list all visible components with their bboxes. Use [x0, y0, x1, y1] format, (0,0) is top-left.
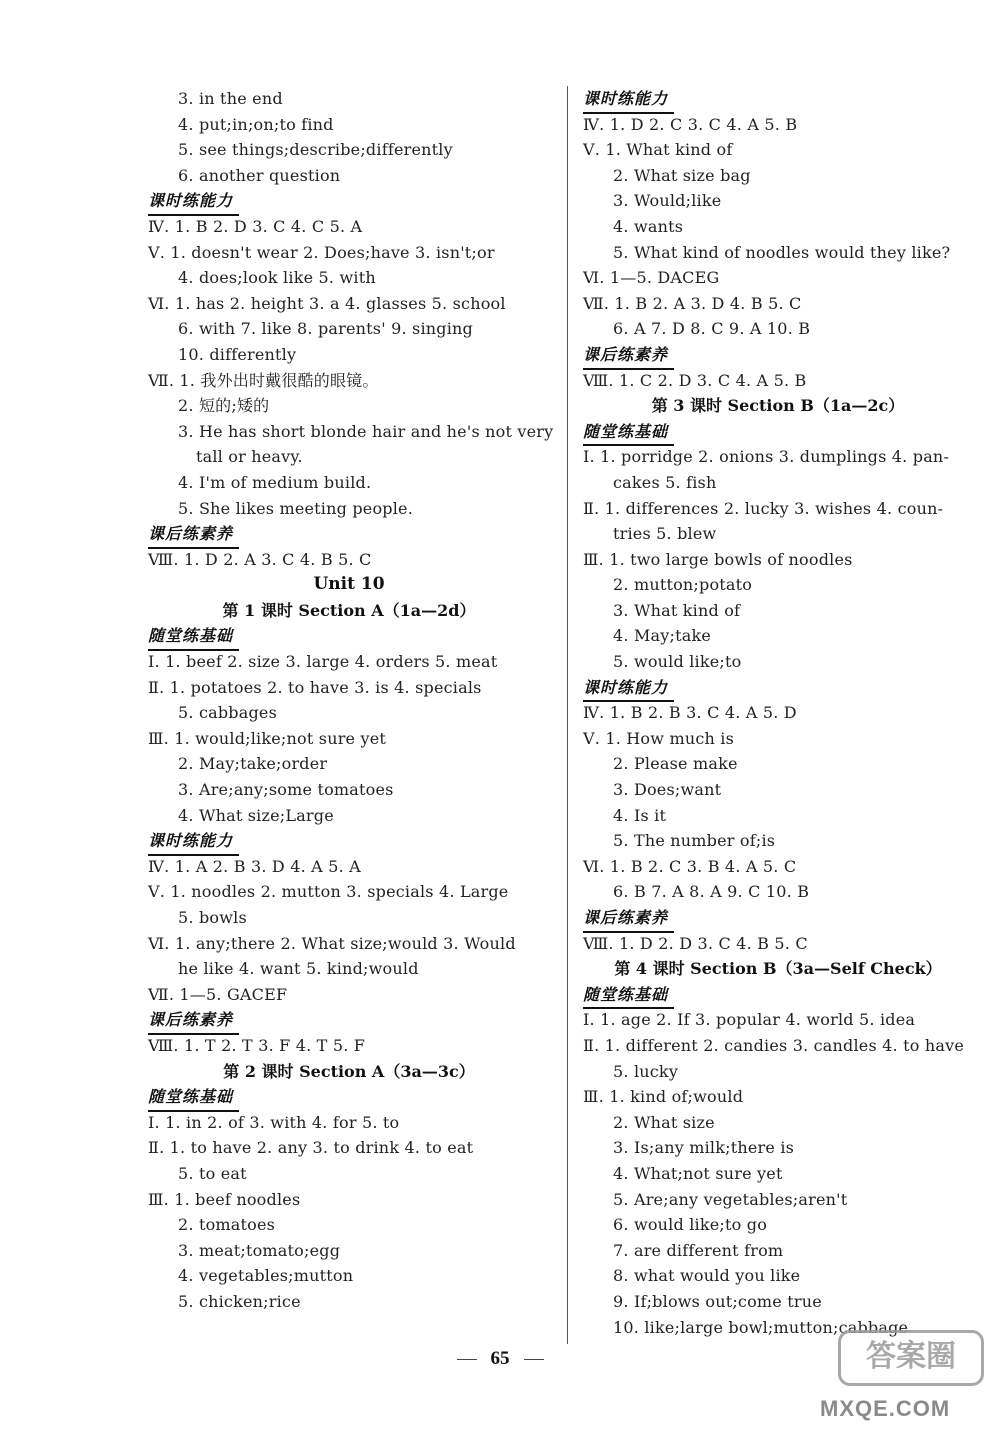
answer-line: cakes 5. fish	[613, 472, 717, 492]
right-column	[583, 86, 973, 1340]
answer-line: 4. What size;Large	[178, 805, 334, 825]
answer-line: 4. wants	[613, 216, 684, 236]
section-heading-row	[148, 188, 550, 214]
answer-line: 5. lucky	[613, 1061, 679, 1081]
answer-line: Ⅰ. 1. porridge 2. onions 3. dumplings 4. pan-	[583, 447, 950, 467]
section-heading: 随堂练基础	[148, 623, 239, 651]
answer-line: 4. May;take	[613, 626, 712, 646]
answer-line: 5. The number of;is	[613, 831, 776, 851]
answer-line: tries 5. blew	[613, 524, 717, 544]
section-heading-row	[583, 342, 973, 368]
section-heading-row	[583, 905, 973, 931]
answer-line: Ⅵ. 1. B 2. C 3. B 4. A 5. C	[583, 856, 797, 876]
lesson-title: 第 4 课时 Section B（3a—Self Check）	[614, 959, 942, 979]
section-heading-row	[583, 982, 973, 1008]
answer-line: Ⅶ. 1—5. GACEF	[148, 984, 288, 1004]
answer-line: 3. Does;want	[613, 780, 722, 800]
section-heading: 随堂练基础	[148, 1084, 239, 1112]
section-heading-row	[148, 1007, 550, 1033]
answer-line: 5. cabbages	[178, 703, 277, 723]
answer-line: 5. bowls	[178, 908, 247, 927]
section-heading: 课后练素养	[148, 1007, 239, 1035]
section-heading: 课后练素养	[583, 342, 674, 370]
answer-line: Ⅳ. 1. B 2. B 3. C 4. A 5. D	[583, 703, 797, 723]
answer-line: Ⅵ. 1. any;there 2. What size;would 3. Would	[148, 933, 516, 953]
answer-line: 3. meat;tomato;egg	[178, 1240, 341, 1260]
answer-line: 3. Are;any;some tomatoes	[178, 780, 394, 800]
answer-line: Ⅴ. 1. noodles 2. mutton 3. specials 4. Large	[148, 882, 509, 902]
section-heading: 课时练能力	[583, 675, 674, 703]
column-divider	[567, 86, 568, 1344]
section-heading-row	[148, 521, 550, 547]
answer-line: he like 4. want 5. kind;would	[178, 959, 419, 979]
unit-title: Unit 10	[313, 574, 385, 595]
answer-line: 2. 短的;矮的	[178, 396, 270, 416]
answer-line: 2. May;take;order	[178, 754, 328, 774]
section-heading-row	[148, 1084, 550, 1110]
answer-line: 6. B 7. A 8. A 9. C 10. B	[613, 882, 810, 902]
answer-line: 4. What;not sure yet	[613, 1163, 783, 1183]
answer-line: 7. are different from	[613, 1240, 784, 1260]
answer-line: 5. Are;any vegetables;aren't	[613, 1189, 848, 1209]
answer-line: 2. What size bag	[613, 165, 751, 185]
answer-line: Ⅴ. 1. doesn't wear 2. Does;have 3. isn't;or	[148, 242, 495, 262]
section-heading-row	[583, 86, 973, 112]
answer-line: 5. She likes meeting people.	[178, 498, 414, 518]
answer-line: 5. see things;describe;differently	[178, 140, 453, 160]
answer-line: Ⅵ. 1. has 2. height 3. a 4. glasses 5. school	[148, 293, 506, 313]
answer-line: 6. would like;to go	[613, 1215, 768, 1235]
watermark-logo: 答案圈	[838, 1330, 984, 1386]
answer-line: 10. differently	[178, 344, 297, 364]
answer-line: 5. What kind of noodles would they like?	[613, 242, 951, 262]
answer-line: Ⅲ. 1. beef noodles	[148, 1189, 301, 1209]
answer-line: Ⅶ. 1. B 2. A 3. D 4. B 5. C	[583, 293, 802, 313]
lesson-title: 第 3 课时 Section B（1a—2c）	[651, 396, 905, 416]
section-heading: 课时练能力	[148, 828, 239, 856]
answer-line: 4. put;in;on;to find	[178, 114, 334, 134]
answer-line: Ⅷ. 1. D 2. A 3. C 4. B 5. C	[148, 549, 372, 569]
section-heading-row	[583, 419, 973, 445]
answer-line: Ⅰ. 1. age 2. If 3. popular 4. world 5. idea	[583, 1010, 916, 1030]
section-heading-row	[148, 828, 550, 854]
section-heading-row	[583, 675, 973, 701]
page-number: 65	[490, 1348, 510, 1369]
answer-line: Ⅷ. 1. T 2. T 3. F 4. T 5. F	[148, 1035, 366, 1055]
answer-line: Ⅰ. 1. beef 2. size 3. large 4. orders 5. meat	[148, 652, 498, 672]
footer-dash-right	[524, 1359, 544, 1360]
left-column	[148, 86, 554, 1315]
answer-line: 3. He has short blonde hair and he's not very	[178, 421, 554, 441]
answer-line: Ⅳ. 1. D 2. C 3. C 4. A 5. B	[583, 114, 798, 134]
answer-line: 6. with 7. like 8. parents' 9. singing	[178, 319, 473, 339]
answer-line: 6. A 7. D 8. C 9. A 10. B	[613, 319, 811, 339]
section-heading: 随堂练基础	[583, 419, 674, 447]
section-heading: 课时练能力	[583, 86, 674, 114]
answer-line: 3. Is;any milk;there is	[613, 1138, 795, 1158]
answer-line: 4. Is it	[613, 805, 667, 825]
answer-line: Ⅵ. 1—5. DACEG	[583, 268, 720, 288]
answer-line: 3. What kind of	[613, 600, 741, 620]
answer-line: 10. like;large bowl;mutton;cabbage	[613, 1317, 909, 1337]
answer-line: 5. to eat	[178, 1163, 247, 1183]
section-heading-row	[148, 623, 550, 649]
answer-line: 9. If;blows out;come true	[613, 1291, 822, 1311]
answer-line: 5. chicken;rice	[178, 1291, 301, 1311]
answer-line: Ⅴ. 1. What kind of	[583, 140, 733, 160]
section-heading: 课后练素养	[583, 905, 674, 933]
answer-line: Ⅱ. 1. to have 2. any 3. to drink 4. to eat	[148, 1138, 474, 1158]
answer-line: 4. vegetables;mutton	[178, 1266, 354, 1286]
answer-line: Ⅱ. 1. differences 2. lucky 3. wishes 4. coun-	[583, 498, 944, 518]
answer-line: 2. tomatoes	[178, 1215, 276, 1235]
footer-dash-left	[457, 1359, 477, 1360]
answer-line: Ⅳ. 1. A 2. B 3. D 4. A 5. A	[148, 856, 361, 876]
answer-line: tall or heavy.	[196, 447, 303, 467]
section-heading: 课时练能力	[148, 188, 239, 216]
section-heading: 随堂练基础	[583, 982, 674, 1010]
answer-line: 8. what would you like	[613, 1266, 801, 1286]
answer-line: Ⅰ. 1. in 2. of 3. with 4. for 5. to	[148, 1112, 400, 1132]
answer-line: Ⅲ. 1. would;like;not sure yet	[148, 728, 387, 748]
answer-line: 2. What size	[613, 1112, 715, 1132]
answer-line: 2. mutton;potato	[613, 575, 753, 595]
answer-line: Ⅱ. 1. potatoes 2. to have 3. is 4. specials	[148, 677, 482, 697]
answer-line: Ⅲ. 1. kind of;would	[583, 1087, 744, 1107]
section-heading: 课后练素养	[148, 521, 239, 549]
answer-line: 2. Please make	[613, 754, 738, 774]
answer-line: Ⅴ. 1. How much is	[583, 728, 735, 748]
lesson-title: 第 2 课时 Section A（3a—3c）	[223, 1061, 475, 1081]
answer-line: Ⅷ. 1. D 2. D 3. C 4. B 5. C	[583, 933, 808, 953]
answer-line: Ⅱ. 1. different 2. candies 3. candles 4. to have	[583, 1035, 965, 1055]
answer-line: 3. Would;like	[613, 191, 722, 211]
answer-line: Ⅲ. 1. two large bowls of noodles	[583, 549, 853, 569]
answer-line: Ⅳ. 1. B 2. D 3. C 4. C 5. A	[148, 216, 363, 236]
lesson-title: 第 1 课时 Section A（1a—2d）	[222, 600, 476, 620]
answer-line: 5. would like;to	[613, 652, 742, 672]
answer-line: 4. I'm of medium build.	[178, 472, 372, 492]
watermark	[820, 1330, 990, 1422]
answer-line: 3. in the end	[178, 89, 283, 108]
answer-line: Ⅷ. 1. C 2. D 3. C 4. A 5. B	[583, 370, 807, 390]
answer-line: 4. does;look like 5. with	[178, 268, 376, 288]
answer-line: Ⅶ. 1. 我外出时戴很酷的眼镜。	[148, 370, 379, 390]
answer-line: 6. another question	[178, 165, 341, 185]
watermark-site: MXQE.COM	[820, 1396, 951, 1421]
